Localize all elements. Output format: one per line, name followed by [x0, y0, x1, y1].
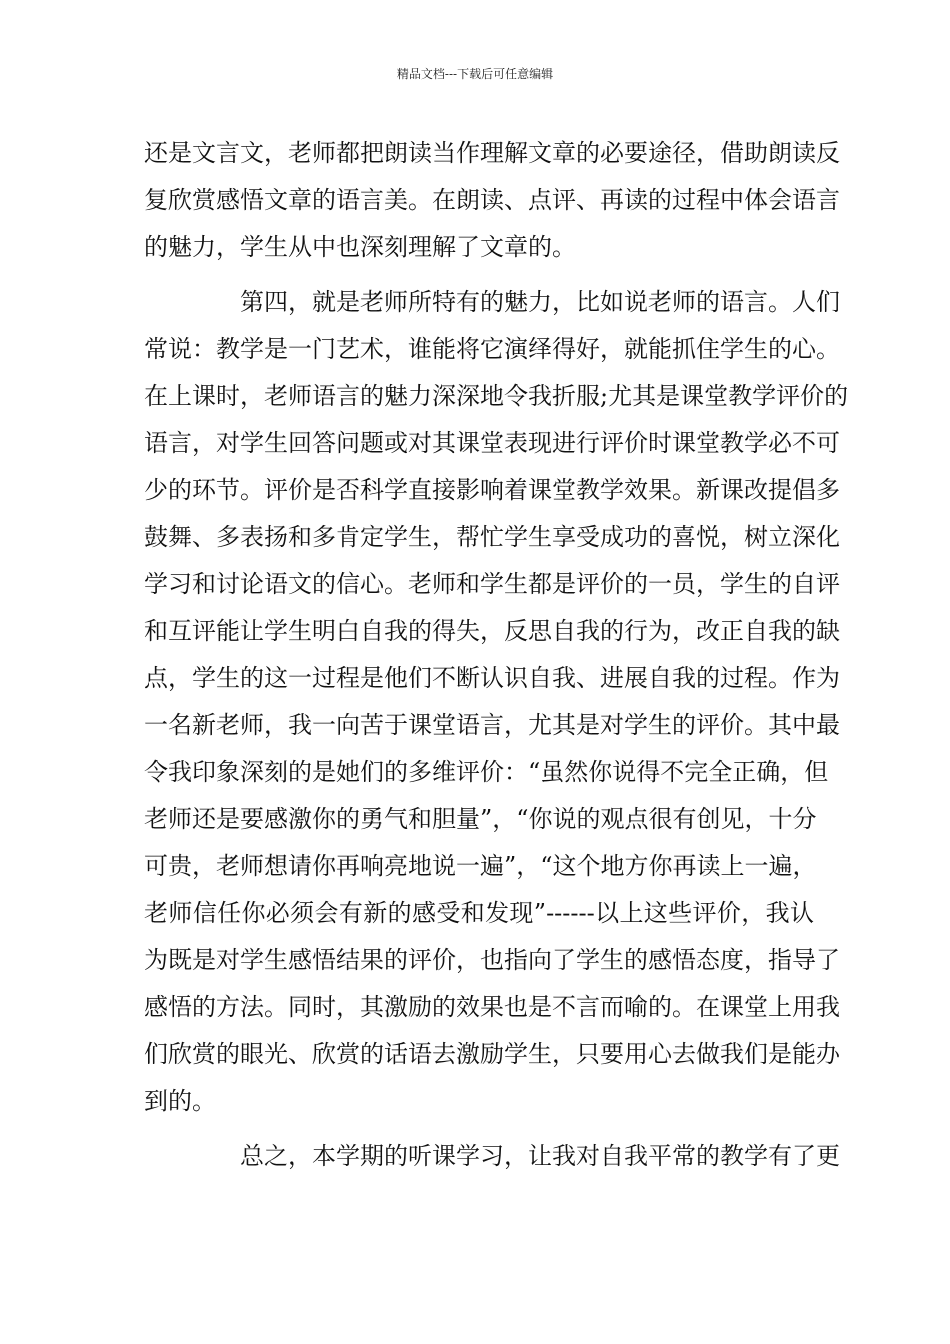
paragraph-line: 常说：教学是一门艺术，谁能将它演绎得好，就能抓住学生的心。: [144, 335, 840, 363]
paragraph-line: 一名新老师，我一向苦于课堂语言，尤其是对学生的评价。其中最: [144, 711, 840, 739]
paragraph-line: 总之，本学期的听课学习，让我对自我平常的教学有了更: [240, 1142, 840, 1170]
document-body: [144, 130, 849, 1180]
paragraph-line: 令我印象深刻的是她们的多维评价：“虽然你说得不完全正确，但: [144, 758, 829, 786]
paragraph-line: 鼓舞、多表扬和多肯定学生，帮忙学生享受成功的喜悦，树立深化: [144, 523, 840, 551]
paragraph-line: 感悟的方法。同时，其激励的效果也是不言而喻的。在课堂上用我: [144, 993, 840, 1021]
paragraph-3: [144, 1133, 840, 1180]
paragraph-line: 复欣赏感悟文章的语言美。在朗读、点评、再读的过程中体会语言: [144, 186, 840, 214]
paragraph-2: [144, 279, 849, 1125]
paragraph-line: 语言，对学生回答问题或对其课堂表现进行评价时课堂教学必不可: [144, 429, 840, 457]
paragraph-line: 第四，就是老师所特有的魅力，比如说老师的语言。人们: [240, 288, 840, 316]
paragraph-line: 老师信任你必须会有新的感受和发现”------以上这些评价，我认: [144, 899, 814, 927]
paragraph-line: 还是文言文，老师都把朗读当作理解文章的必要途径，借助朗读反: [144, 139, 840, 167]
paragraph-line: 到的。: [144, 1087, 216, 1115]
paragraph-line: 为既是对学生感悟结果的评价，也指向了学生的感悟态度，指导了: [144, 946, 840, 974]
paragraph-line: 点，学生的这一过程是他们不断认识自我、进展自我的过程。作为: [144, 664, 840, 692]
paragraph-line: 老师还是要感激你的勇气和胆量”，“你说的观点很有创见，十分: [144, 805, 817, 833]
paragraph-line: 和互评能让学生明白自我的得失，反思自我的行为，改正自我的缺: [144, 617, 840, 645]
paragraph-line: 的魅力，学生从中也深刻理解了文章的。: [144, 233, 576, 261]
paragraph-line: 在上课时，老师语言的魅力深深地令我折服;尤其是课堂教学评价的: [144, 382, 849, 410]
paragraph-line: 学习和讨论语文的信心。老师和学生都是评价的一员，学生的自评: [144, 570, 840, 598]
page-header: 精品文档---下载后可任意编辑: [396, 67, 554, 81]
paragraph-line: 们欣赏的眼光、欣赏的话语去激励学生，只要用心去做我们是能办: [144, 1040, 840, 1068]
paragraph-line: 少的环节。评价是否科学直接影响着课堂教学效果。新课改提倡多: [144, 476, 840, 504]
paragraph-line: 可贵，老师想请你再响亮地说一遍”，“这个地方你再读上一遍，: [144, 852, 817, 880]
paragraph-1: [144, 130, 840, 271]
